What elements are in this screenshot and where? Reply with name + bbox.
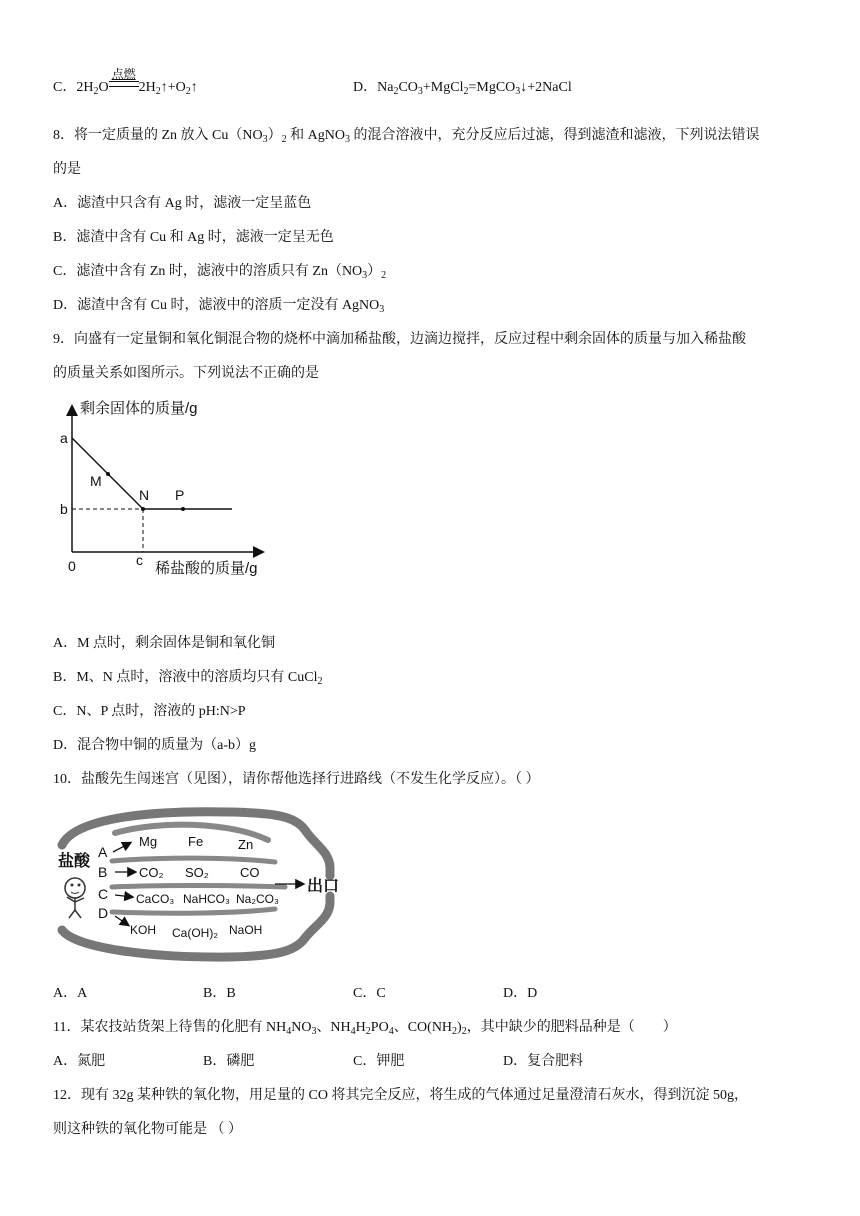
- q11-option-c[interactable]: C．钾肥: [353, 1054, 405, 1069]
- maze-start-label: 盐酸: [58, 853, 91, 870]
- q8-stem-line2: 的是: [53, 162, 81, 177]
- q8-option-b[interactable]: B．滤渣中含有 Cu 和 Ag 时，滤液一定呈无色: [53, 230, 334, 245]
- q8-stem-line1: 8．将一定质量的 Zn 放入 $Cu(NO_3)_2$ 和 AgNO$_3$ 的混合溶液中，充分反应后过滤，得到滤渣和滤液，下列说法错误: [53, 128, 760, 145]
- route-b-item-1: CO₂: [139, 865, 164, 880]
- q8-option-d[interactable]: D．滤渣中含有 Cu 时，滤液中的溶质一定没有 AgNO$_3$: [53, 298, 385, 315]
- x-tick-label-c: c: [136, 552, 143, 568]
- y-tick-label-b: b: [60, 501, 68, 517]
- q9-option-d[interactable]: D．混合物中铜的质量为（a-b）g: [53, 738, 256, 753]
- hydrochloric-acid-mascot-icon: [65, 878, 85, 918]
- q8-option-c[interactable]: C．滤渣中含有 Zn 时，滤液中的溶质只有 $Zn(NO_3)_2$: [53, 264, 387, 281]
- y-tick-label-a: a: [60, 430, 68, 446]
- route-c-item-3: Na₂CO₃: [236, 892, 279, 906]
- q9-option-a[interactable]: A．M 点时，剩余固体是铜和氧化铜: [53, 636, 276, 651]
- q10-option-a[interactable]: A．A: [53, 986, 88, 1001]
- maze-exit-label: 出口: [307, 878, 340, 895]
- route-d-item-1: KOH: [130, 923, 157, 937]
- arrow-a: [113, 843, 130, 852]
- q7-option-d[interactable]: D．$Na_2CO_3+MgCl_2=MgCO_3↓+2NaCl$: [353, 80, 572, 97]
- arrow-d: [115, 916, 128, 925]
- route-letter-c: C: [98, 886, 109, 902]
- point-p: [181, 507, 185, 511]
- maze-wall-4: [112, 909, 275, 913]
- q9-stem-line2: 的质量关系如图所示。下列说法不正确的是: [53, 366, 319, 381]
- route-d-item-2: Ca(OH)₂: [172, 926, 218, 940]
- maze-wall-2: [112, 858, 275, 862]
- maze-outer-bottom: [62, 896, 330, 957]
- route-letter-b: B: [98, 864, 108, 880]
- point-label-n: N: [139, 487, 150, 503]
- q8-option-a[interactable]: A．滤渣中只含有 Ag 时，滤液一定呈蓝色: [53, 196, 312, 211]
- q11-option-b[interactable]: B．磷肥: [203, 1054, 255, 1069]
- origin-label: 0: [68, 558, 76, 574]
- x-axis-label: 稀盐酸的质量/g: [155, 560, 258, 577]
- q11-option-a[interactable]: A．氮肥: [53, 1054, 106, 1069]
- q10-stem: 10．盐酸先生闯迷宫（见图），请你帮他选择行进路线（不发生化学反应）。（ ）: [53, 772, 540, 787]
- route-c-item-2: NaHCO₃: [183, 892, 230, 906]
- route-a-item-2: Fe: [188, 834, 204, 849]
- maze-wall-3: [112, 886, 285, 888]
- series-line: [72, 438, 232, 509]
- route-a-item-1: Mg: [139, 834, 158, 849]
- q9-option-c[interactable]: C．N、P 点时，溶液的 pH:N>P: [53, 704, 246, 719]
- arrow-c: [115, 895, 132, 897]
- point-label-m: M: [90, 473, 102, 489]
- q12-stem-line1: 12．现有 32g 某种铁的氧化物，用足量的 CO 将其完全反应，将生成的气体通过足量澄清石灰水，得到沉淀 50g，: [53, 1088, 748, 1103]
- option-label: C．: [53, 80, 77, 95]
- point-label-p: P: [175, 487, 185, 503]
- reaction-condition: 点燃: [109, 78, 139, 92]
- q10-option-d[interactable]: D．D: [503, 986, 538, 1001]
- point-m: [106, 472, 110, 476]
- point-n: [141, 507, 145, 511]
- route-letter-d: D: [98, 905, 109, 921]
- route-a-item-3: Zn: [238, 837, 254, 852]
- q12-stem-line2: 则这种铁的氧化物可能是 （ ）: [53, 1122, 242, 1137]
- route-letter-a: A: [98, 844, 108, 860]
- q11-stem: 11．某农技站货架上待售的化肥有 $NH_4NO_3$、$NH_4H_2PO_4$、$CO(NH_2)_2$，其中缺少的肥料品种是（ ）: [53, 1020, 677, 1037]
- option-label: D．: [353, 80, 378, 95]
- q9-option-b[interactable]: B．M、N 点时，溶液中的溶质均只有 CuCl$_2$: [53, 670, 323, 687]
- route-b-item-2: SO₂: [185, 865, 209, 880]
- q11-option-d[interactable]: D．复合肥料: [503, 1054, 584, 1069]
- q10-option-b[interactable]: B．B: [203, 986, 236, 1001]
- maze-wall-1: [115, 825, 268, 840]
- route-d-item-3: NaOH: [229, 923, 263, 937]
- q7-option-c[interactable]: C．$2H_2O$ 点燃 $2H_2↑+O_2↑$: [53, 67, 198, 97]
- route-c-item-1: CaCO₃: [136, 892, 175, 906]
- q9-stem-line1: 9．向盛有一定量铜和氧化铜混合物的烧杯中滴加稀盐酸，边滴边搅拌，反应过程中剩余固体的质量与加入稀盐酸: [53, 332, 746, 347]
- route-b-item-3: CO: [240, 865, 260, 880]
- q10-option-c[interactable]: C．C: [353, 986, 386, 1001]
- y-axis-label: 剩余固体的质量/g: [80, 400, 198, 417]
- maze-outer-top: [62, 812, 330, 876]
